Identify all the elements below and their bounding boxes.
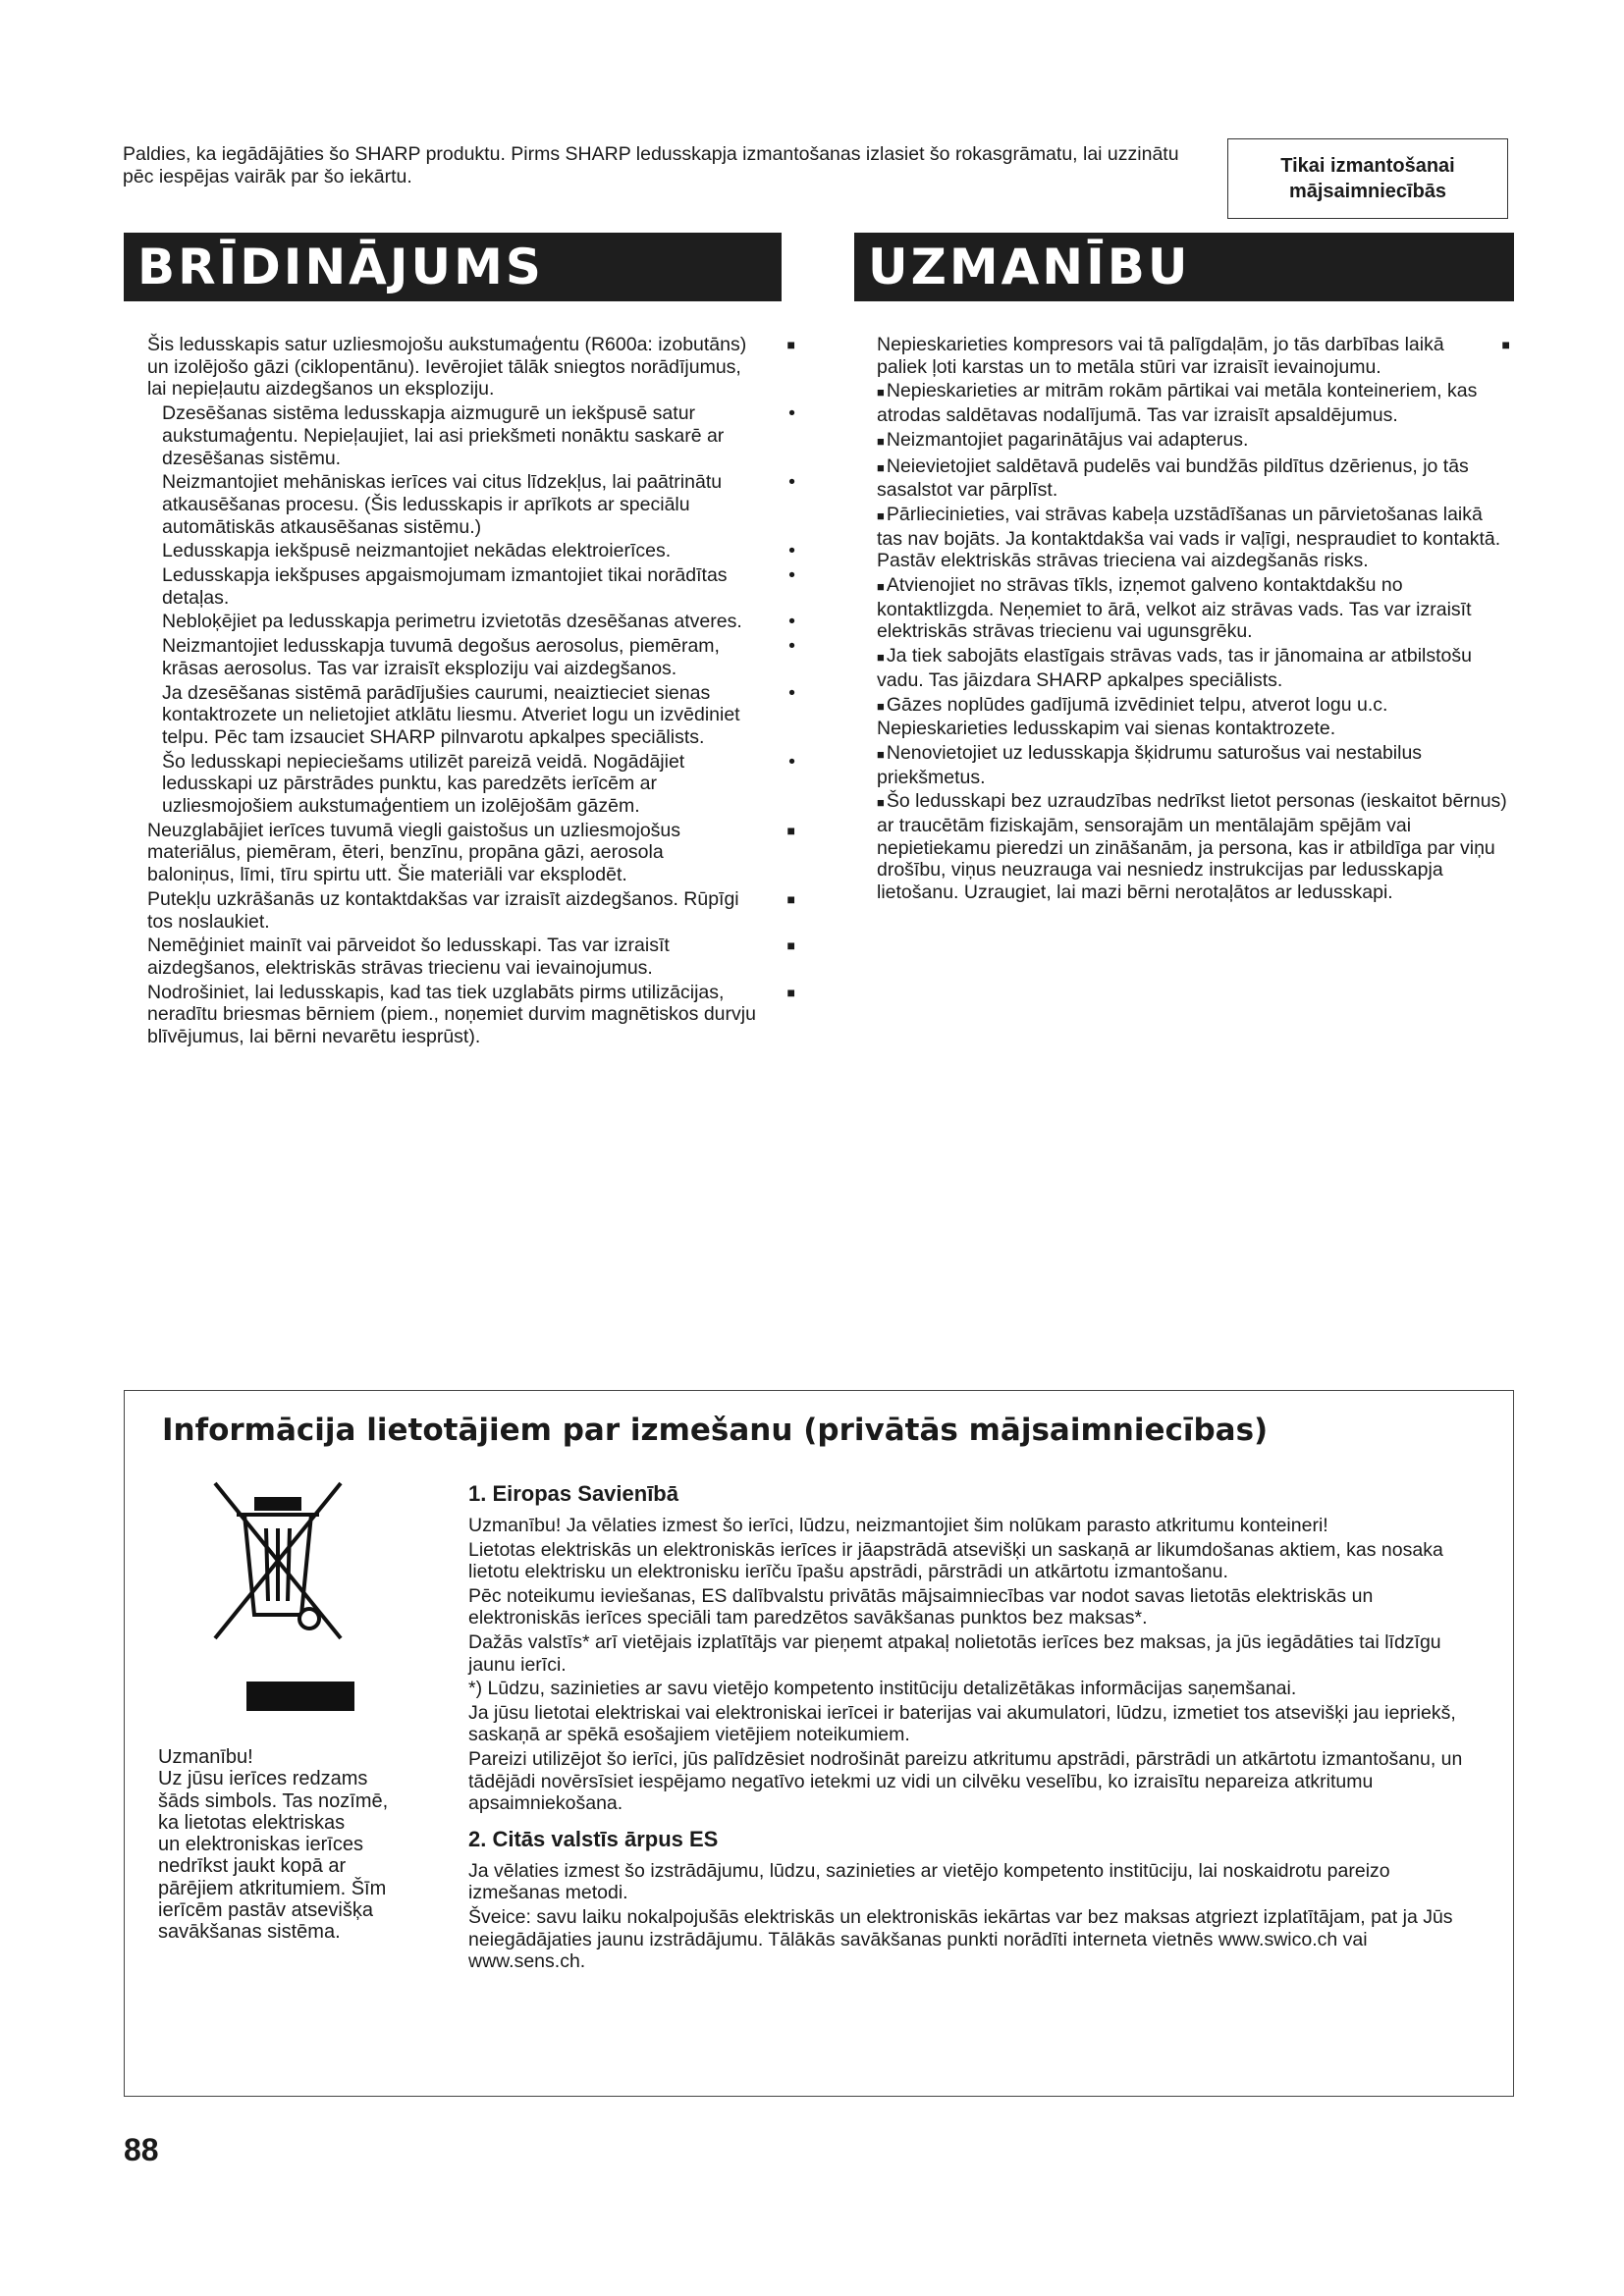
- caution-item: ■ Šo ledusskapi bez uzraudzības nedrīkst lietot personas (ieskaitot bērnus) ar traucētām fiziskajām, sensorajām un mentālajām spējām vai nepietiekamu pieredzi un zināšanām, ja persona, kas ir atbildīga par viņu drošību, viņus neuzrauga vai nesniedz instrukcijas par ledusskapja lietošanu. Uzraugiet, lai mazi bērni nerotaļātos ar ledusskapi.: [877, 790, 1510, 904]
- caution-item: ■ Ja tiek sabojāts elastīgais strāvas vads, tas ir jānomaina ar atbilstošu vadu. Tas jāizdara SHARP apkalpes speciālists.: [877, 645, 1510, 691]
- weee-black-bar: [246, 1682, 354, 1711]
- household-use-line-1: Tikai izmantošanai: [1280, 155, 1455, 177]
- section-non-eu-paragraph: Ja vēlaties izmest šo izstrādājumu, lūdzu, sazinieties ar vietējo kompetento institūciju, lai noskaidrotu pareizo izmešanas metodi.: [468, 1859, 1390, 1904]
- weee-note-line: šāds simbols. Tas nozīmē,: [158, 1789, 389, 1812]
- warning-subitem: Neizmantojiet ledusskapja tuvumā degošus aerosolus, piemēram, krāsas aerosolus. Tas var izraisīt eksploziju vai aizdegšanos. •: [147, 635, 795, 679]
- warning-banner: [124, 233, 782, 301]
- weee-note-line: ierīcēm pastāv atsevišķa: [158, 1899, 373, 1922]
- warning-item: Nemēģiniet mainīt vai pārveidot šo ledusskapi. Tas var izraisīt aizdegšanos, elektriskās strāvas triecienu vai ievainojumus. ■: [147, 934, 795, 979]
- caution-item: ■ Gāzes noplūdes gadījumā izvēdiniet telpu, atverot logu u.c. Nepieskarieties ledusskapim vai sienas kontaktrozete.: [877, 694, 1510, 740]
- caution-item: ■ Nepieskarieties ar mitrām rokām pārtikai vai metāla konteineriem, kas atrodas saldētavas nodalījumā. Tas var izraisīt apsaldējumus.: [877, 380, 1510, 426]
- weee-note-line: nedrīkst jaukt kopā ar: [158, 1855, 347, 1878]
- warning-subitem: Šo ledusskapi nepieciešams utilizēt pareizā veidā. Nogādājiet ledusskapi uz pārstrādes punktu, kas paredzēts ierīcēm ar uzliesmojošiem aukstumaģentiem un izolējošām gāzēm. •: [147, 751, 795, 818]
- intro-text: Paldies, ka iegādājāties šo SHARP produktu. Pirms SHARP ledusskapja izmantošanas izlasiet šo rokasgrāmatu, lai uzzinātu pēc iespējas vairāk par šo iekārtu.: [123, 143, 1179, 187]
- section-eu-paragraph: Dažās valstīs* arī vietējais izplatītājs var pieņemt atpakaļ nolietotās ierīces bez maksas, ja jūs iegādāties tai līdzīgu jaunu ierīci.: [468, 1630, 1441, 1676]
- caution-item: ■ Pārliecinieties, vai strāvas kabeļa uzstādīšanas un pārvietošanas laikā tas nav bojāts. Ja kontaktdakša vai vads ir vaļīgi, nespraudiet to kontaktā. Pastāv elektriskās strāvas trieciena vai aizdegšanās risks.: [877, 504, 1510, 572]
- caution-item: ■ Neizmantojiet pagarinātājus vai adapterus.: [877, 429, 1510, 454]
- caution-heading: UZMANĪBU: [868, 239, 1191, 295]
- warning-heading: BRĪDINĀJUMS: [137, 239, 544, 295]
- warning-subitem: Neizmantojiet mehāniskas ierīces vai citus līdzekļus, lai paātrinātu atkausēšanas procesu. (Šis ledusskapis ir aprīkots ar speciālu automātiskās atkausēšanas sistēmu.) •: [147, 471, 795, 538]
- caution-item: ■ Atvienojiet no strāvas tīkls, izņemot galveno kontaktdakšu no kontaktlizgda. Neņemiet to ārā, velkot aiz strāvas vads. Tas var izraisīt elektriskās strāvas triecienu vai ugunsgrēku.: [877, 574, 1510, 643]
- warning-subitem: Ledusskapja iekšpuses apgaismojumam izmantojiet tikai norādītas detaļas. •: [147, 564, 795, 609]
- section-non-eu-paragraph: Šveice: savu laiku nokalpojušās elektriskās un elektroniskās iekārtas var bez maksas atgriezt izplatītājam, pat ja Jūs neiegādājaties jaunu izstrādājumu. Tālākās savākšanas punkti norādīti interneta vietnēs www.swico.ch vai www.sens.ch.: [468, 1905, 1453, 1973]
- disposal-info-body: [468, 1481, 1480, 1975]
- disposal-info-title: Informācija lietotājiem par izmešanu (privātās mājsaimniecības): [162, 1413, 1269, 1448]
- weee-note-line: ka lietotas elektriskas: [158, 1811, 346, 1834]
- section-eu-paragraph: Ja jūsu lietotai elektriskai vai elektroniskai ierīcei ir baterijas vai akumulatori, lūdzu, izmetiet tos atsevišķi jau iepriekš, saskaņā ar spēkā esošajiem vietējiem noteikumiem.: [468, 1701, 1456, 1746]
- weee-note-line: Uzmanību!: [158, 1746, 253, 1768]
- weee-note-line: Uz jūsu ierīces redzams: [158, 1768, 368, 1790]
- warning-item: Neuzglabājiet ierīces tuvumā viegli gaistošus un uzliesmojošus materiālus, piemēram, ēteri, benzīnu, propāna gāzi, aerosola baloniņus, līmi, tīru spirtu utt. Šie materiāli var eksplodēt. ■: [147, 820, 795, 886]
- section-eu-paragraph: Pēc noteikumu ieviešanas, ES dalībvalstu privātās mājsaimniecības var nodot savas lietotās elektriskās un elektroniskās ierīces speciāli tam paredzētos savākšanas punktos bez maksas*.: [468, 1584, 1374, 1629]
- disposal-info-box: [124, 1390, 1514, 2097]
- weee-symbol-note: [158, 1746, 453, 1944]
- warning-item: Nodrošiniet, lai ledusskapis, kad tas tiek uzglabāts pirms utilizācijas, neradītu briesmas bērniem (piem., noņemiet durvim magnētiskos durvju blīvējumus, lai bērni nevarētu iesprūst). ■: [147, 982, 795, 1048]
- caution-item: ■ Nenovietojiet uz ledusskapja šķidrumu saturošus vai nestabilus priekšmetus.: [877, 742, 1510, 788]
- household-use-box: [1227, 138, 1508, 219]
- section-non-eu-heading: 2. Citās valstīs ārpus ES: [468, 1826, 719, 1851]
- caution-list: [877, 334, 1510, 906]
- weee-note-line: savākšanas sistēma.: [158, 1921, 341, 1944]
- section-eu-paragraph: Uzmanību! Ja vēlaties izmest šo ierīci, lūdzu, neizmantojiet šim nolūkam parasto atkritumu konteineri!: [468, 1515, 1328, 1536]
- section-eu-paragraph: Lietotas elektriskās un elektroniskās ierīces ir jāapstrādā atsevišķi un saskaņā ar likumdošanas aktiem, kas nosaka lietotu elektrisku un elektronisku ierīču īpašu apstrādi, pārstrādi un atkārtotu izmantošanu.: [468, 1538, 1443, 1583]
- weee-note-line: un elektroniskas ierīces: [158, 1834, 363, 1856]
- crossed-out-bin-icon: [207, 1477, 349, 1644]
- page-number: 88: [124, 2132, 159, 2167]
- warning-subitem: Nebloķējiet pa ledusskapja perimetru izvietotās dzesēšanas atveres. •: [147, 611, 795, 633]
- warning-item: Šis ledusskapis satur uzliesmojošu aukstumaģentu (R600a: izobutāns) un izolējošo gāzi (ciklopentānu). Ievērojiet tālāk sniegtos norādījumus, lai nepieļautu aizdegšanos un eksploziju. ■: [147, 334, 795, 400]
- section-eu-heading: 1. Eiropas Savienībā: [468, 1481, 678, 1506]
- caution-banner: [854, 233, 1514, 301]
- warning-item: Putekļu uzkrāšanās uz kontaktdakšas var izraisīt aizdegšanos. Rūpīgi tos noslaukiet. ■: [147, 888, 795, 933]
- warning-list: [147, 334, 795, 1050]
- caution-item: ■ Neievietojiet saldētavā pudelēs vai bundžās pildītus dzērienus, jo tās sasalstot var pārplīst.: [877, 455, 1510, 502]
- warning-subitem: Ledusskapja iekšpusē neizmantojiet nekādas elektroierīces. •: [147, 540, 795, 562]
- warning-subitem: Dzesēšanas sistēma ledusskapja aizmugurē un iekšpusē satur aukstumaģentu. Nepieļaujiet, lai asi priekšmeti nonāktu saskarē ar dzesēšanas sistēmu. •: [147, 402, 795, 469]
- section-eu-paragraph: Pareizi utilizējot šo ierīci, jūs palīdzēsiet nodrošināt pareizu atkritumu apstrādi, pārstrādi un atkārtotu izmantošanu, un tādējādi novērsīsiet iespējamo negatīvo ietekmi uz vidi un cilvēku veselību, ko izraisītu nepareiza atkritumu apsaimniekošana.: [468, 1747, 1463, 1815]
- caution-item: Nepieskarieties kompresors vai tā palīgdaļām, jo tās darbības laikā paliek ļoti karstas un to metāla stūri var izraisīt ievainojumu. ■: [877, 334, 1510, 378]
- household-use-line-2: mājsaimniecībās: [1288, 181, 1447, 202]
- weee-note-line: pārējiem atkritumiem. Šīm: [158, 1877, 387, 1899]
- section-eu-paragraph: *) Lūdzu, sazinieties ar savu vietējo kompetento institūciju detalizētākas informācijas saņemšanai.: [468, 1678, 1297, 1700]
- warning-subitem: Ja dzesēšanas sistēmā parādījušies caurumi, neaiztieciet sienas kontaktrozete un nelietojiet atklātu liesmu. Atveriet logu un izvēdiniet telpu. Pēc tam izsauciet SHARP pilnvarotu apkalpes speciālists. •: [147, 682, 795, 749]
